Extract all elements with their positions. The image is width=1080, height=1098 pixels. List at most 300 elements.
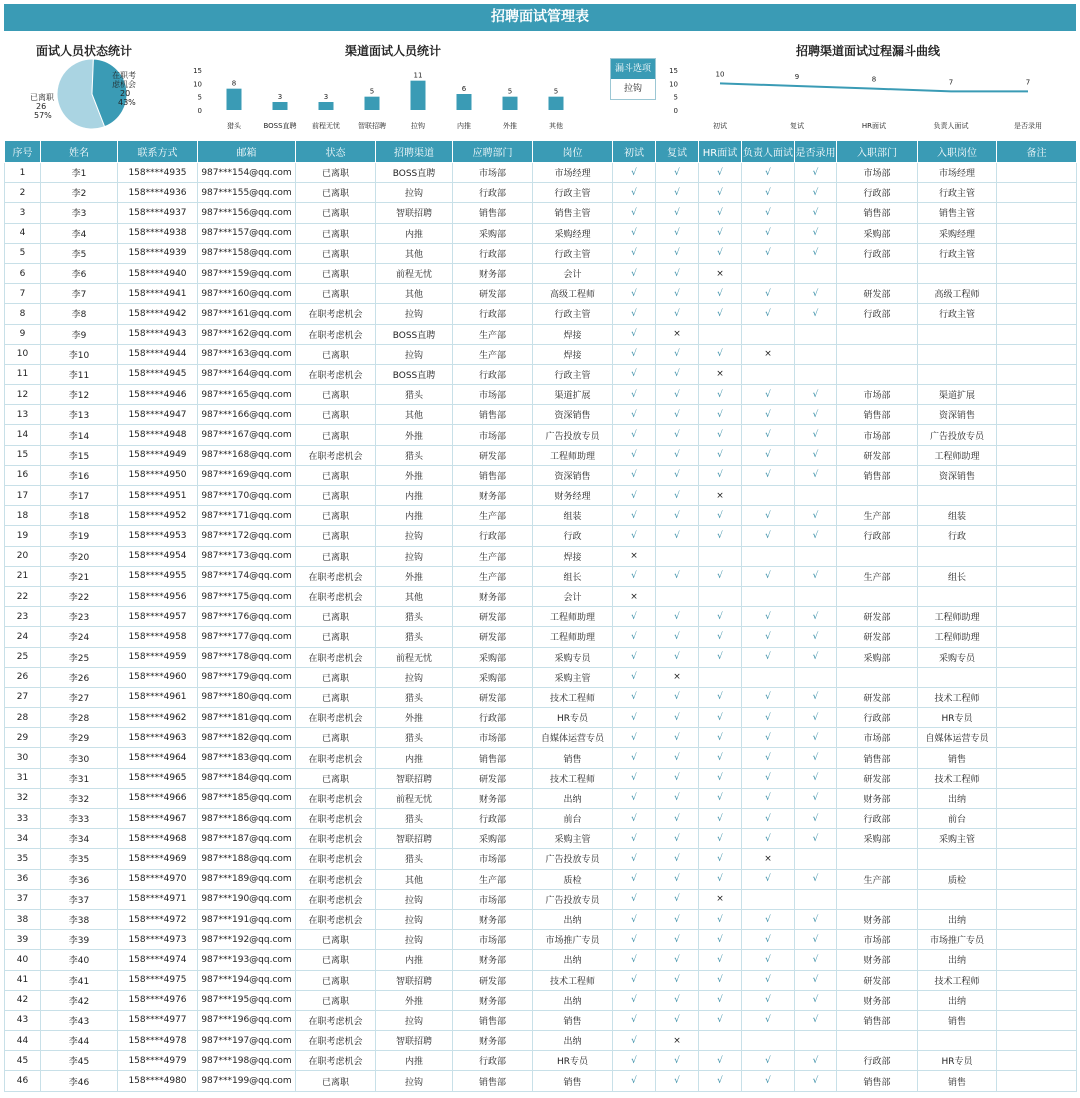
table-cell[interactable]: 猎头 <box>376 809 453 829</box>
table-cell[interactable]: 组长 <box>918 566 997 586</box>
table-cell[interactable]: 45 <box>5 1051 41 1071</box>
table-cell[interactable]: 行政 <box>533 526 613 546</box>
table-cell[interactable]: 37 <box>5 889 41 909</box>
table-cell[interactable]: 研发部 <box>453 687 533 707</box>
table-cell[interactable]: 工程师助理 <box>918 445 997 465</box>
table-cell[interactable]: 广告投放专员 <box>533 889 613 909</box>
table-cell[interactable] <box>997 728 1077 748</box>
table-cell[interactable]: 987***164@qq.com <box>198 364 296 384</box>
table-cell[interactable] <box>997 425 1077 445</box>
table-cell[interactable]: 自媒体运营专员 <box>918 728 997 748</box>
table-cell[interactable]: 987***165@qq.com <box>198 385 296 405</box>
table-cell[interactable]: 财务部 <box>837 950 918 970</box>
table-cell[interactable]: √ <box>656 506 699 526</box>
table-cell[interactable]: 987***163@qq.com <box>198 344 296 364</box>
table-cell[interactable]: √ <box>795 869 837 889</box>
table-cell[interactable]: 市场部 <box>453 849 533 869</box>
table-cell[interactable] <box>837 546 918 566</box>
table-cell[interactable]: 李10 <box>41 344 118 364</box>
table-cell[interactable]: √ <box>656 869 699 889</box>
table-cell[interactable]: √ <box>795 304 837 324</box>
table-cell[interactable]: √ <box>613 1051 656 1071</box>
table-cell[interactable]: 158****4935 <box>118 163 198 183</box>
table-cell[interactable]: √ <box>795 607 837 627</box>
table-cell[interactable]: 生产部 <box>837 566 918 586</box>
table-cell[interactable]: 猎头 <box>376 607 453 627</box>
table-cell[interactable]: 987***177@qq.com <box>198 627 296 647</box>
table-cell[interactable]: 李35 <box>41 849 118 869</box>
table-cell[interactable]: 已离职 <box>296 526 376 546</box>
table-cell[interactable]: 生产部 <box>837 506 918 526</box>
table-cell[interactable] <box>997 748 1077 768</box>
table-cell[interactable]: 987***172@qq.com <box>198 526 296 546</box>
table-cell[interactable]: 29 <box>5 728 41 748</box>
table-cell[interactable]: 158****4948 <box>118 425 198 445</box>
table-cell[interactable]: 在职考虑机会 <box>296 829 376 849</box>
table-cell[interactable]: 财务部 <box>453 263 533 283</box>
table-cell[interactable]: 已离职 <box>296 405 376 425</box>
table-cell[interactable]: √ <box>656 849 699 869</box>
table-cell[interactable]: √ <box>656 1071 699 1091</box>
table-cell[interactable]: 158****4980 <box>118 1071 198 1091</box>
table-cell[interactable]: 技术工程师 <box>533 687 613 707</box>
table-cell[interactable]: 987***154@qq.com <box>198 163 296 183</box>
table-cell[interactable]: 财务部 <box>453 950 533 970</box>
table-cell[interactable]: 销售部 <box>837 203 918 223</box>
table-cell[interactable]: 158****4960 <box>118 667 198 687</box>
table-cell[interactable]: BOSS直聘 <box>376 364 453 384</box>
table-cell[interactable]: √ <box>795 1071 837 1091</box>
table-cell[interactable]: × <box>699 889 742 909</box>
table-cell[interactable]: √ <box>613 425 656 445</box>
table-cell[interactable]: 987***161@qq.com <box>198 304 296 324</box>
table-cell[interactable]: 15 <box>5 445 41 465</box>
table-cell[interactable]: 技术工程师 <box>918 970 997 990</box>
table-cell[interactable]: 拉钩 <box>376 546 453 566</box>
table-cell[interactable]: 在职考虑机会 <box>296 849 376 869</box>
table-cell[interactable]: 987***186@qq.com <box>198 809 296 829</box>
table-cell[interactable]: 会计 <box>533 586 613 606</box>
table-cell[interactable]: 销售 <box>918 1071 997 1091</box>
table-cell[interactable]: 拉钩 <box>376 183 453 203</box>
table-cell[interactable]: 财务部 <box>837 990 918 1010</box>
table-cell[interactable] <box>997 506 1077 526</box>
table-cell[interactable]: 智联招聘 <box>376 768 453 788</box>
table-cell[interactable]: 出纳 <box>533 909 613 929</box>
table-cell[interactable]: √ <box>656 526 699 546</box>
table-cell[interactable]: 采购主管 <box>533 829 613 849</box>
table-cell[interactable]: 财务部 <box>453 788 533 808</box>
table-cell[interactable]: 技术工程师 <box>918 768 997 788</box>
table-cell[interactable]: √ <box>699 243 742 263</box>
table-cell[interactable]: 在职考虑机会 <box>296 586 376 606</box>
table-cell[interactable]: √ <box>795 506 837 526</box>
table-cell[interactable]: √ <box>742 970 795 990</box>
table-cell[interactable]: √ <box>699 869 742 889</box>
table-cell[interactable] <box>997 708 1077 728</box>
table-cell[interactable]: HR专员 <box>918 708 997 728</box>
table-cell[interactable]: 销售部 <box>453 748 533 768</box>
table-cell[interactable]: 32 <box>5 788 41 808</box>
table-cell[interactable]: 出纳 <box>533 950 613 970</box>
table-cell[interactable]: 158****4958 <box>118 627 198 647</box>
table-cell[interactable] <box>997 546 1077 566</box>
table-cell[interactable]: √ <box>613 809 656 829</box>
table-cell[interactable]: 外推 <box>376 465 453 485</box>
table-cell[interactable] <box>742 889 795 909</box>
table-cell[interactable]: 在职考虑机会 <box>296 566 376 586</box>
table-cell[interactable]: √ <box>656 708 699 728</box>
table-cell[interactable]: √ <box>656 183 699 203</box>
table-cell[interactable]: √ <box>613 687 656 707</box>
table-cell[interactable]: 广告投放专员 <box>918 425 997 445</box>
table-cell[interactable]: √ <box>699 506 742 526</box>
table-cell[interactable] <box>918 849 997 869</box>
table-cell[interactable]: 行政 <box>918 526 997 546</box>
table-cell[interactable]: √ <box>613 364 656 384</box>
table-cell[interactable]: √ <box>699 304 742 324</box>
table-cell[interactable]: 李45 <box>41 1051 118 1071</box>
table-cell[interactable]: 焊接 <box>533 324 613 344</box>
table-cell[interactable] <box>837 344 918 364</box>
table-cell[interactable]: 26 <box>5 667 41 687</box>
table-cell[interactable]: 38 <box>5 909 41 929</box>
table-cell[interactable]: 158****4964 <box>118 748 198 768</box>
table-cell[interactable]: √ <box>613 909 656 929</box>
table-cell[interactable]: √ <box>742 1051 795 1071</box>
table-cell[interactable]: 生产部 <box>453 869 533 889</box>
table-cell[interactable]: √ <box>699 950 742 970</box>
table-cell[interactable]: √ <box>613 647 656 667</box>
table-cell[interactable]: 158****4953 <box>118 526 198 546</box>
table-cell[interactable]: 158****4978 <box>118 1031 198 1051</box>
table-cell[interactable]: 8 <box>5 304 41 324</box>
table-cell[interactable] <box>837 486 918 506</box>
table-cell[interactable]: 987***169@qq.com <box>198 465 296 485</box>
table-cell[interactable]: 内推 <box>376 506 453 526</box>
table-cell[interactable]: 研发部 <box>837 607 918 627</box>
table-cell[interactable]: 李34 <box>41 829 118 849</box>
table-cell[interactable]: 市场部 <box>453 425 533 445</box>
table-cell[interactable] <box>656 586 699 606</box>
table-cell[interactable]: √ <box>742 465 795 485</box>
table-cell[interactable]: 高级工程师 <box>918 284 997 304</box>
table-cell[interactable]: √ <box>742 163 795 183</box>
table-cell[interactable] <box>997 163 1077 183</box>
table-cell[interactable]: 987***168@qq.com <box>198 445 296 465</box>
table-cell[interactable]: √ <box>699 183 742 203</box>
table-cell[interactable] <box>997 849 1077 869</box>
table-cell[interactable]: √ <box>656 385 699 405</box>
table-cell[interactable] <box>918 1031 997 1051</box>
table-cell[interactable]: √ <box>742 788 795 808</box>
table-cell[interactable]: 已离职 <box>296 768 376 788</box>
table-cell[interactable] <box>997 607 1077 627</box>
table-cell[interactable]: 158****4954 <box>118 546 198 566</box>
table-cell[interactable]: 27 <box>5 687 41 707</box>
table-cell[interactable]: 158****4963 <box>118 728 198 748</box>
table-cell[interactable]: √ <box>699 385 742 405</box>
table-cell[interactable]: 22 <box>5 586 41 606</box>
table-cell[interactable]: √ <box>656 405 699 425</box>
table-cell[interactable]: 23 <box>5 607 41 627</box>
table-cell[interactable]: 35 <box>5 849 41 869</box>
table-cell[interactable] <box>742 667 795 687</box>
table-cell[interactable]: √ <box>699 930 742 950</box>
table-cell[interactable]: 987***192@qq.com <box>198 930 296 950</box>
table-cell[interactable]: × <box>699 364 742 384</box>
table-cell[interactable]: 高级工程师 <box>533 284 613 304</box>
table-cell[interactable]: √ <box>656 1051 699 1071</box>
table-cell[interactable]: √ <box>699 909 742 929</box>
table-cell[interactable]: 158****4945 <box>118 364 198 384</box>
table-cell[interactable]: 李20 <box>41 546 118 566</box>
table-cell[interactable]: 技术工程师 <box>918 687 997 707</box>
table-cell[interactable]: 销售部 <box>837 465 918 485</box>
table-cell[interactable]: 行政部 <box>837 243 918 263</box>
table-cell[interactable]: 158****4970 <box>118 869 198 889</box>
table-cell[interactable]: 李31 <box>41 768 118 788</box>
table-cell[interactable]: √ <box>742 809 795 829</box>
table-cell[interactable]: 内推 <box>376 748 453 768</box>
table-cell[interactable]: 42 <box>5 990 41 1010</box>
table-cell[interactable] <box>742 324 795 344</box>
table-cell[interactable]: 财务部 <box>453 909 533 929</box>
table-cell[interactable]: 158****4956 <box>118 586 198 606</box>
table-cell[interactable]: 已离职 <box>296 425 376 445</box>
table-cell[interactable]: 猎头 <box>376 385 453 405</box>
table-cell[interactable] <box>795 889 837 909</box>
table-cell[interactable]: 前程无忧 <box>376 647 453 667</box>
table-cell[interactable]: 在职考虑机会 <box>296 889 376 909</box>
table-cell[interactable]: 158****4973 <box>118 930 198 950</box>
table-cell[interactable]: 李30 <box>41 748 118 768</box>
table-cell[interactable]: 158****4936 <box>118 183 198 203</box>
table-cell[interactable]: 销售主管 <box>533 203 613 223</box>
table-cell[interactable]: √ <box>699 566 742 586</box>
table-cell[interactable]: 已离职 <box>296 385 376 405</box>
table-cell[interactable]: 研发部 <box>837 768 918 788</box>
table-cell[interactable]: √ <box>742 909 795 929</box>
table-cell[interactable]: 9 <box>5 324 41 344</box>
table-cell[interactable]: 工程师助理 <box>533 627 613 647</box>
table-cell[interactable]: √ <box>742 1071 795 1091</box>
table-cell[interactable]: √ <box>795 909 837 929</box>
table-cell[interactable]: √ <box>795 223 837 243</box>
table-cell[interactable] <box>997 1010 1077 1030</box>
table-cell[interactable] <box>918 344 997 364</box>
table-cell[interactable]: 李24 <box>41 627 118 647</box>
table-cell[interactable]: 李23 <box>41 607 118 627</box>
table-cell[interactable]: 组装 <box>918 506 997 526</box>
table-cell[interactable]: 李32 <box>41 788 118 808</box>
table-cell[interactable]: √ <box>699 445 742 465</box>
table-cell[interactable]: 987***162@qq.com <box>198 324 296 344</box>
table-cell[interactable]: √ <box>699 223 742 243</box>
table-cell[interactable]: √ <box>613 768 656 788</box>
table-cell[interactable] <box>795 486 837 506</box>
table-cell[interactable]: 987***179@qq.com <box>198 667 296 687</box>
table-cell[interactable]: 158****4977 <box>118 1010 198 1030</box>
table-cell[interactable]: √ <box>699 768 742 788</box>
table-cell[interactable] <box>918 324 997 344</box>
table-cell[interactable]: 拉钩 <box>376 930 453 950</box>
table-cell[interactable]: 158****4947 <box>118 405 198 425</box>
table-cell[interactable]: √ <box>656 304 699 324</box>
table-cell[interactable]: 158****4941 <box>118 284 198 304</box>
table-cell[interactable] <box>997 586 1077 606</box>
table-cell[interactable]: 24 <box>5 627 41 647</box>
table-cell[interactable]: √ <box>742 385 795 405</box>
table-cell[interactable]: 内推 <box>376 486 453 506</box>
table-cell[interactable]: 市场部 <box>453 385 533 405</box>
table-cell[interactable]: 出纳 <box>533 1031 613 1051</box>
table-cell[interactable]: 其他 <box>376 405 453 425</box>
table-cell[interactable] <box>837 849 918 869</box>
table-cell[interactable]: 158****4979 <box>118 1051 198 1071</box>
table-cell[interactable]: √ <box>699 1051 742 1071</box>
table-cell[interactable]: 前程无忧 <box>376 263 453 283</box>
table-cell[interactable]: 158****4967 <box>118 809 198 829</box>
table-cell[interactable]: 质检 <box>918 869 997 889</box>
table-cell[interactable]: 拉钩 <box>376 344 453 364</box>
table-cell[interactable]: 158****4937 <box>118 203 198 223</box>
table-cell[interactable]: 李21 <box>41 566 118 586</box>
table-cell[interactable]: √ <box>699 970 742 990</box>
table-cell[interactable]: 财务部 <box>453 1031 533 1051</box>
table-cell[interactable] <box>997 486 1077 506</box>
table-cell[interactable]: 在职考虑机会 <box>296 304 376 324</box>
table-cell[interactable]: 行政部 <box>837 708 918 728</box>
table-cell[interactable]: √ <box>699 526 742 546</box>
table-cell[interactable]: 内推 <box>376 950 453 970</box>
table-cell[interactable]: 猎头 <box>376 627 453 647</box>
table-cell[interactable]: √ <box>742 526 795 546</box>
table-cell[interactable]: √ <box>613 385 656 405</box>
table-cell[interactable]: √ <box>795 425 837 445</box>
table-cell[interactable]: 行政部 <box>837 304 918 324</box>
table-cell[interactable]: 生产部 <box>453 344 533 364</box>
table-cell[interactable]: 市场经理 <box>918 163 997 183</box>
table-cell[interactable]: 21 <box>5 566 41 586</box>
table-cell[interactable]: √ <box>613 405 656 425</box>
table-cell[interactable] <box>918 586 997 606</box>
table-cell[interactable]: 李13 <box>41 405 118 425</box>
table-cell[interactable] <box>997 1031 1077 1051</box>
table-cell[interactable]: 内推 <box>376 223 453 243</box>
table-cell[interactable]: 43 <box>5 1010 41 1030</box>
table-cell[interactable]: √ <box>656 889 699 909</box>
table-cell[interactable] <box>742 546 795 566</box>
table-cell[interactable]: 987***176@qq.com <box>198 607 296 627</box>
table-cell[interactable]: 采购主管 <box>918 829 997 849</box>
table-cell[interactable]: √ <box>613 930 656 950</box>
table-cell[interactable] <box>997 445 1077 465</box>
table-cell[interactable]: 财务部 <box>837 788 918 808</box>
table-cell[interactable]: 158****4943 <box>118 324 198 344</box>
table-cell[interactable]: 158****4949 <box>118 445 198 465</box>
table-cell[interactable]: √ <box>613 163 656 183</box>
table-cell[interactable]: × <box>656 324 699 344</box>
table-cell[interactable]: 采购部 <box>453 667 533 687</box>
table-cell[interactable]: 李17 <box>41 486 118 506</box>
table-cell[interactable]: 其他 <box>376 243 453 263</box>
table-cell[interactable]: 李12 <box>41 385 118 405</box>
table-cell[interactable] <box>699 586 742 606</box>
table-cell[interactable]: 已离职 <box>296 950 376 970</box>
table-cell[interactable]: BOSS直聘 <box>376 324 453 344</box>
table-cell[interactable]: √ <box>742 566 795 586</box>
funnel-filter-value[interactable]: 拉钩 <box>611 79 655 99</box>
table-cell[interactable]: 987***185@qq.com <box>198 788 296 808</box>
table-cell[interactable] <box>795 1031 837 1051</box>
table-cell[interactable]: 渠道扩展 <box>533 385 613 405</box>
table-cell[interactable]: √ <box>699 284 742 304</box>
table-cell[interactable]: 行政主管 <box>533 183 613 203</box>
table-cell[interactable]: 市场经理 <box>533 163 613 183</box>
table-cell[interactable]: 生产部 <box>837 869 918 889</box>
table-cell[interactable]: 158****4959 <box>118 647 198 667</box>
table-cell[interactable]: √ <box>656 284 699 304</box>
table-cell[interactable]: 在职考虑机会 <box>296 364 376 384</box>
table-cell[interactable] <box>997 284 1077 304</box>
table-cell[interactable]: √ <box>613 465 656 485</box>
table-cell[interactable]: √ <box>795 788 837 808</box>
table-cell[interactable]: √ <box>699 809 742 829</box>
table-cell[interactable]: 在职考虑机会 <box>296 909 376 929</box>
table-cell[interactable]: 987***178@qq.com <box>198 647 296 667</box>
table-cell[interactable] <box>837 586 918 606</box>
table-cell[interactable]: 出纳 <box>918 909 997 929</box>
table-cell[interactable] <box>742 364 795 384</box>
table-cell[interactable]: 987***180@qq.com <box>198 687 296 707</box>
table-cell[interactable]: √ <box>795 829 837 849</box>
table-cell[interactable]: √ <box>613 889 656 909</box>
table-cell[interactable] <box>997 364 1077 384</box>
table-cell[interactable]: 987***184@qq.com <box>198 768 296 788</box>
table-cell[interactable]: √ <box>699 1071 742 1091</box>
table-cell[interactable]: 987***173@qq.com <box>198 546 296 566</box>
table-cell[interactable] <box>837 889 918 909</box>
table-cell[interactable]: 158****4952 <box>118 506 198 526</box>
table-cell[interactable]: 李6 <box>41 263 118 283</box>
table-cell[interactable]: 研发部 <box>453 970 533 990</box>
table-cell[interactable]: 销售 <box>533 748 613 768</box>
table-cell[interactable]: √ <box>795 284 837 304</box>
table-cell[interactable]: √ <box>699 465 742 485</box>
table-cell[interactable]: √ <box>699 627 742 647</box>
table-cell[interactable]: 41 <box>5 970 41 990</box>
table-cell[interactable]: 已离职 <box>296 203 376 223</box>
table-cell[interactable]: 猎头 <box>376 849 453 869</box>
table-cell[interactable]: √ <box>699 344 742 364</box>
table-cell[interactable]: 李42 <box>41 990 118 1010</box>
table-cell[interactable]: 在职考虑机会 <box>296 1051 376 1071</box>
table-cell[interactable] <box>699 324 742 344</box>
table-cell[interactable]: 会计 <box>533 263 613 283</box>
table-cell[interactable]: 拉钩 <box>376 304 453 324</box>
table-cell[interactable]: 前台 <box>533 809 613 829</box>
table-cell[interactable]: 158****4961 <box>118 687 198 707</box>
table-cell[interactable]: 158****4972 <box>118 909 198 929</box>
table-cell[interactable]: √ <box>795 1051 837 1071</box>
table-cell[interactable]: 3 <box>5 203 41 223</box>
table-cell[interactable]: 158****4942 <box>118 304 198 324</box>
table-cell[interactable]: √ <box>742 183 795 203</box>
table-cell[interactable] <box>997 788 1077 808</box>
table-cell[interactable]: √ <box>613 284 656 304</box>
table-cell[interactable]: √ <box>613 324 656 344</box>
